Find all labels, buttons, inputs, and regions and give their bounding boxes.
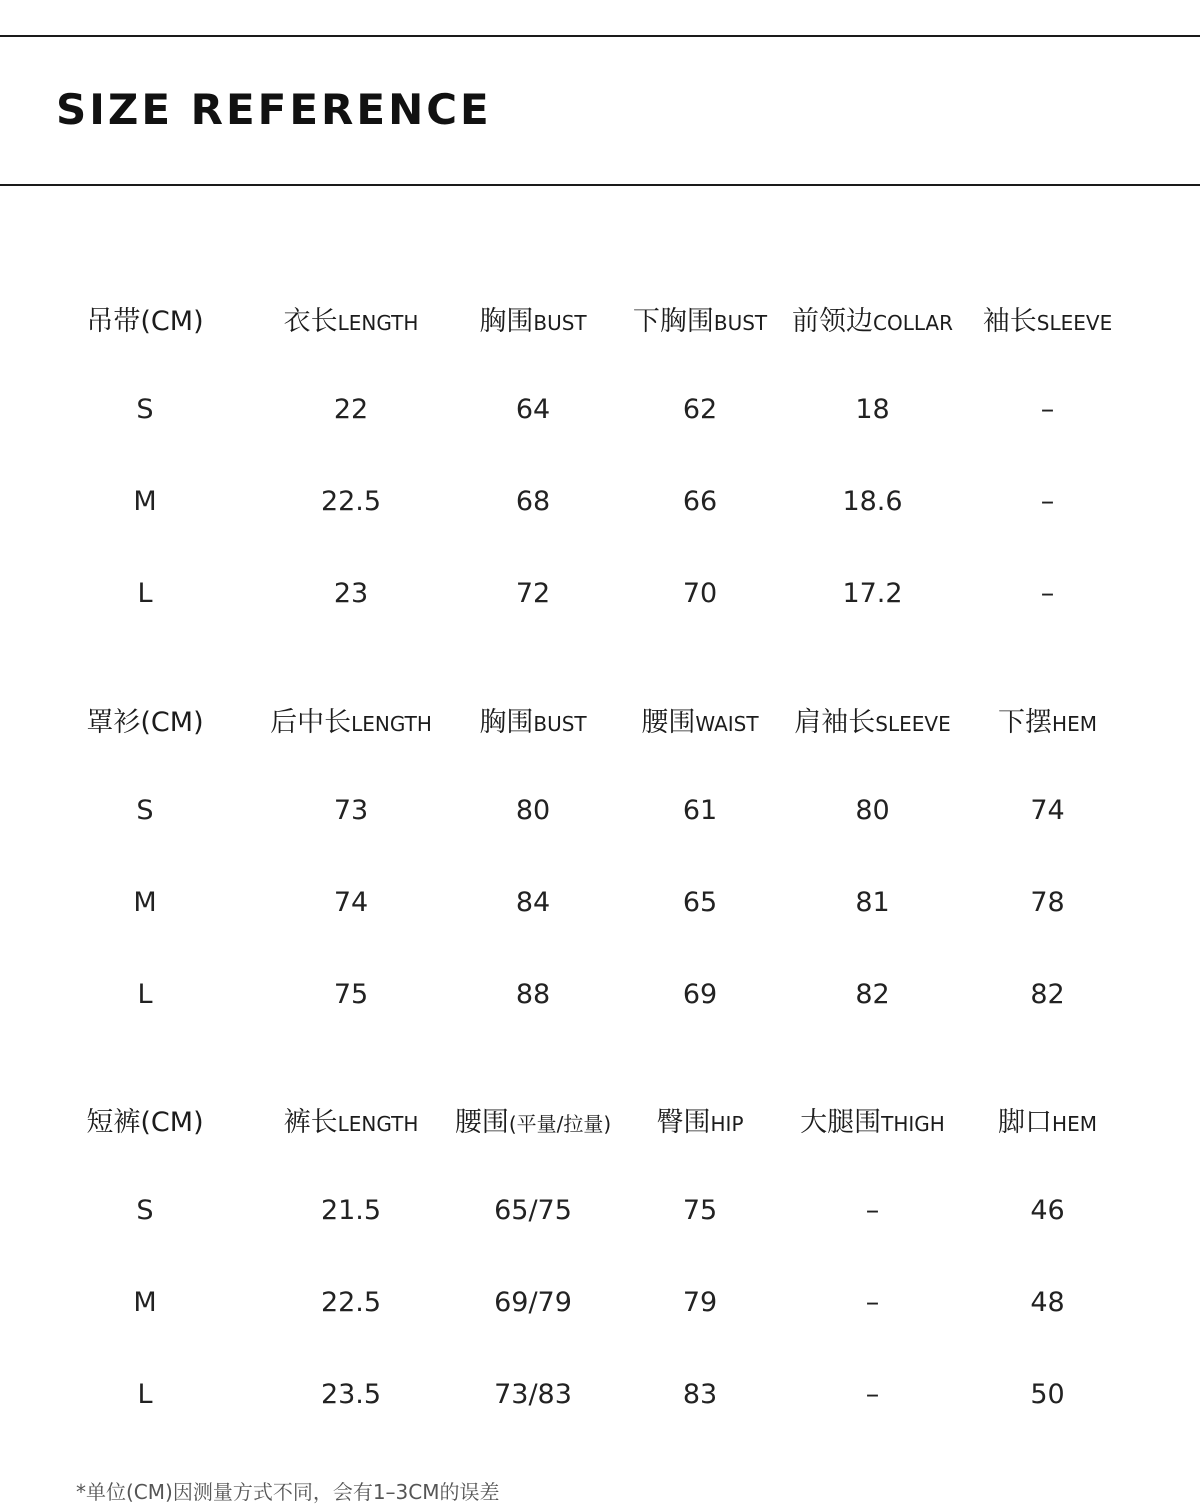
table-cell: 22 — [333, 394, 369, 425]
table-cell: 48 — [1030, 1287, 1065, 1318]
table-cell: 83 — [682, 1379, 718, 1410]
header-cell: 胸围BUST — [479, 707, 587, 738]
table-cell: 18.6 — [842, 486, 903, 517]
table-cell: 75 — [333, 979, 369, 1010]
table-cell: 18 — [855, 394, 890, 425]
table-cell: 22.5 — [320, 486, 382, 517]
size-label: M — [133, 486, 157, 517]
table-row — [50, 975, 1150, 1015]
table-header-row — [50, 302, 1150, 342]
page-title: SIZE REFERENCE — [56, 85, 492, 134]
table-cell: 73 — [333, 795, 369, 826]
header-cell: 短裤(CM) — [86, 1107, 204, 1138]
table-cell: 80 — [515, 795, 551, 826]
table-cell: – — [1040, 486, 1055, 517]
table-cell: 69/79 — [494, 1287, 572, 1318]
table-cell: 64 — [515, 394, 551, 425]
table-cell: 72 — [515, 578, 551, 609]
size-label: L — [137, 1379, 153, 1410]
size-label: L — [137, 979, 153, 1010]
table-row — [50, 791, 1150, 831]
table-cell: 70 — [682, 578, 718, 609]
table-cell: 75 — [682, 1195, 718, 1226]
header-cell: 胸围BUST — [479, 306, 587, 337]
table-cell: 88 — [515, 979, 551, 1010]
table-row — [50, 390, 1150, 430]
table-cell: 65/75 — [494, 1195, 572, 1226]
table-row — [50, 574, 1150, 614]
table-row — [50, 1191, 1150, 1231]
table-cell: 82 — [1030, 979, 1065, 1010]
title-divider — [0, 184, 1200, 186]
header-cell: 腰围(平量/拉量) — [454, 1107, 612, 1138]
table-cell: – — [865, 1379, 880, 1410]
size-label: M — [133, 887, 157, 918]
table-row — [50, 883, 1150, 923]
size-label: S — [136, 394, 154, 425]
table-cell: 66 — [682, 486, 718, 517]
table-cell: 22.5 — [320, 1287, 382, 1318]
header-cell: 脚口HEM — [998, 1107, 1097, 1138]
table-cell: 74 — [333, 887, 369, 918]
table-cell: 80 — [855, 795, 890, 826]
table-cell: 78 — [1030, 887, 1065, 918]
table-cell: – — [865, 1195, 880, 1226]
table-row — [50, 1283, 1150, 1323]
table-cell: – — [865, 1287, 880, 1318]
table-row — [50, 1375, 1150, 1415]
header-cell: 肩袖长SLEEVE — [794, 707, 951, 738]
table-cell: 65 — [682, 887, 718, 918]
size-label: L — [137, 578, 153, 609]
table-cell: 82 — [855, 979, 890, 1010]
table-cell: – — [1040, 578, 1055, 609]
header-cell: 下胸围BUST — [632, 306, 768, 337]
table-cell: 50 — [1030, 1379, 1065, 1410]
header-cell: 裤长LENGTH — [283, 1107, 419, 1138]
table-cell: 62 — [682, 394, 718, 425]
table-cell: 79 — [682, 1287, 718, 1318]
table-header-row — [50, 1103, 1150, 1143]
table-cell: – — [1040, 394, 1055, 425]
table-cell: 84 — [515, 887, 551, 918]
table-cell: 69 — [682, 979, 718, 1010]
size-label: M — [133, 1287, 157, 1318]
table-cell: 73/83 — [494, 1379, 572, 1410]
header-cell: 下摆HEM — [998, 707, 1097, 738]
table-cell: 81 — [855, 887, 890, 918]
table-cell: 23 — [333, 578, 369, 609]
table-cell: 17.2 — [842, 578, 903, 609]
header-cell: 臀围HIP — [656, 1107, 744, 1138]
table-cell: 23.5 — [320, 1379, 382, 1410]
header-cell: 后中长LENGTH — [270, 707, 432, 738]
header-cell: 衣长LENGTH — [283, 306, 419, 337]
table-header-row — [50, 703, 1150, 743]
table-cell: 61 — [682, 795, 718, 826]
table-cell: 68 — [515, 486, 551, 517]
header-cell: 罩衫(CM) — [86, 707, 204, 738]
table-cell: 74 — [1030, 795, 1065, 826]
measurement-footnote: *单位(CM)因测量方式不同，会有1–3CM的误差 — [76, 1480, 500, 1504]
table-row — [50, 482, 1150, 522]
header-cell: 腰围WAIST — [641, 707, 759, 738]
size-label: S — [136, 1195, 154, 1226]
header-cell: 袖长SLEEVE — [982, 306, 1113, 337]
table-cell: 21.5 — [320, 1195, 382, 1226]
size-label: S — [136, 795, 154, 826]
table-cell: 46 — [1030, 1195, 1065, 1226]
header-cell: 大腿围THIGH — [800, 1107, 945, 1138]
header-cell: 前领边COLLAR — [791, 306, 954, 337]
top-divider — [0, 35, 1200, 37]
header-cell: 吊带(CM) — [86, 306, 204, 337]
